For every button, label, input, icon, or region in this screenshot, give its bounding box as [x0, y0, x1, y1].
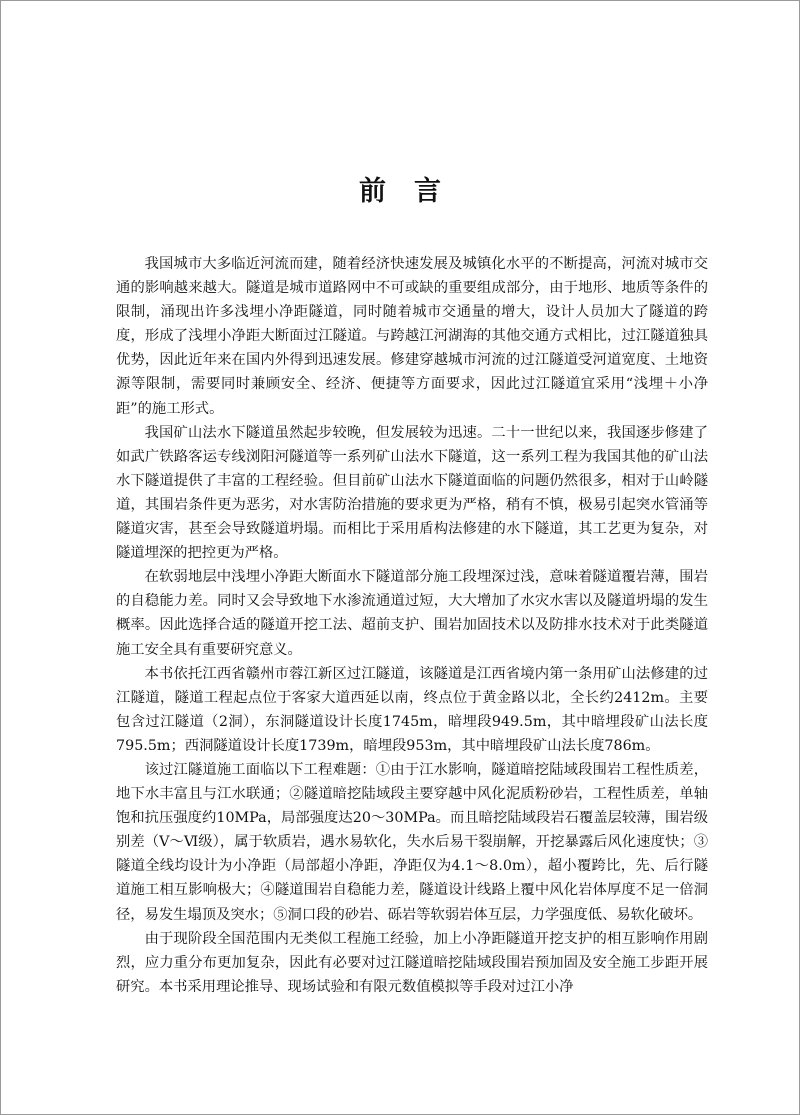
paragraph-5: 该过江隧道施工面临以下工程难题：①由于江水影响，隧道暗挖陆域段围岩工程性质差，地下水丰富且与江水联通；②隧道暗挖陆域段主要穿越中风化泥质粉砂岩，工程性质差，单轴饱和抗压强度约10MPa，局部强度达20～30MPa。而且暗挖陆域段岩石覆盖层较薄，围岩级别差（Ⅴ～Ⅵ级），属于软质岩，遇水易软化，失水后易干裂崩解，开挖暴露后风化速度快；③隧道全线均设计为小净距（局部超小净距，净距仅为4.1～8.0m），超小覆跨比，先、后行隧道施工相互影响极大；④隧道围岩自稳能力差，隧道设计线路上覆中风化岩体厚度不足一倍洞径，易发生塌顶及突水；⑤洞口段的砂岩、砾岩等软弱岩体互层，力学强度低、易软化破坏。 — [116, 761, 708, 923]
paragraph-2: 我国矿山法水下隧道虽然起步较晚，但发展较为迅速。二十一世纪以来，我国逐步修建了如武广铁路客运专线浏阳河隧道等一系列矿山法水下隧道，这一系列工程为我国其他的矿山法水下隧道提供了丰富的工程经验。但目前矿山法水下隧道面临的问题仍然很多，相对于山岭隧道，其围岩条件更为恶劣，对水害防治措施的要求更为严格，稍有不慎，极易引起突水管涌等隧道灾害，甚至会导致隧道坍塌。而相比于采用盾构法修建的水下隧道，其工艺更为复杂，对隧道埋深的把控更为严格。 — [116, 424, 708, 562]
paragraph-3: 在软弱地层中浅埋小净距大断面水下隧道部分施工段埋深过浅，意味着隧道覆岩薄，围岩的自稳能力差。同时又会导致地下水渗流通道过短，大大增加了水灾水害以及隧道坍塌的发生概率。因此选择合适的隧道开挖工法、超前支护、围岩加固技术以及防排水技术对于此类隧道施工安全具有重要研究意义。 — [116, 569, 708, 658]
paragraph-6: 由于现阶段全国范围内无类似工程施工经验，加上小净距隧道开挖支护的相互影响作用剧烈，应力重分布更加复杂，因此有必要对过江隧道暗挖陆域段围岩预加固及安全施工步距开展研究。本书采用理论推导、现场试验和有限元数值模拟等手段对过江小净 — [116, 930, 708, 995]
paragraph-4: 本书依托江西省赣州市蓉江新区过江隧道，该隧道是江西省境内第一条用矿山法修建的过江隧道，隧道工程起点位于客家大道西延以南，终点位于黄金路以北，全长约2412m。主要包含过江隧道（2洞），东洞隧道设计长度1745m，暗埋段949.5m，其中暗埋段矿山法长度795.5m；西洞隧道设计长度1739m，暗埋段953m，其中暗埋段矿山法长度786m。 — [116, 665, 708, 754]
page-title: 前言 — [359, 176, 469, 207]
paragraph-1: 我国城市大多临近河流而建，随着经济快速发展及城镇化水平的不断提高，河流对城市交通的影响越来越大。隧道是城市道路网中不可或缺的重要组成部分，由于地形、地质等条件的限制，涌现出许多浅埋小净距隧道，同时随着城市交通量的增大，设计人员加大了隧道的跨度，形成了浅埋小净距大断面过江隧道。与跨越江河湖海的其他交通方式相比，过江隧道独具优势，因此近年来在国内外得到迅速发展。修建穿越城市河流的过江隧道受河道宽度、土地资源等限制，需要同时兼顾安全、经济、便捷等方面要求，因此过江隧道宜采用“浅埋＋小净距”的施工形式。 — [116, 256, 708, 417]
body-text — [116, 252, 708, 999]
